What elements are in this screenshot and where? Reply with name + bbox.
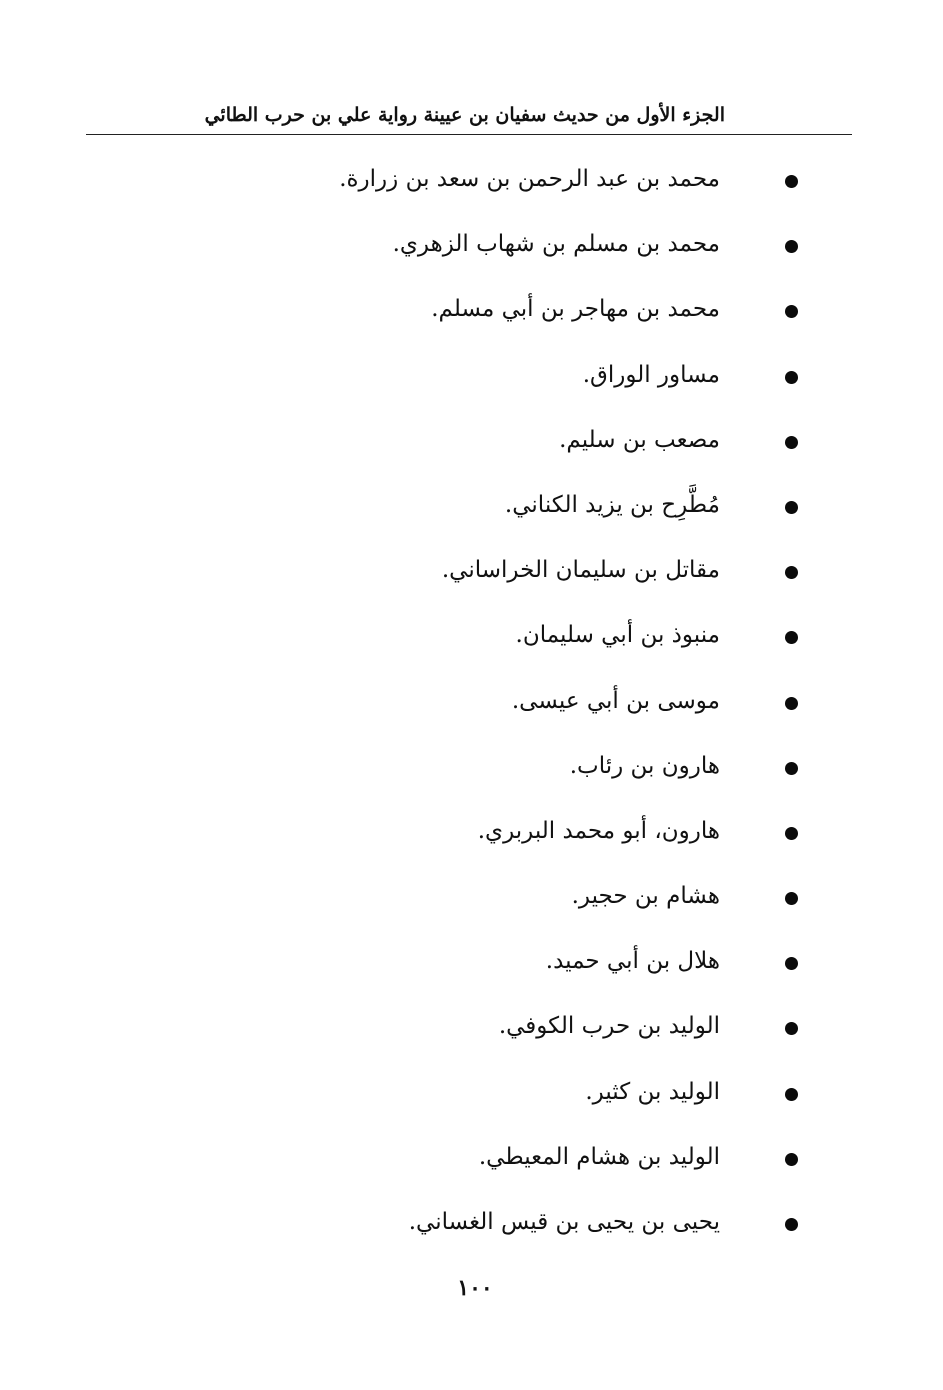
bullet-icon (785, 436, 798, 449)
bullet-icon (785, 566, 798, 579)
entry-text: محمد بن مسلم بن شهاب الزهري. (392, 231, 720, 258)
bullet-icon (785, 697, 798, 710)
list-item (0, 869, 943, 934)
entry-text: الوليد بن كثير. (585, 1078, 720, 1105)
bullet-icon (785, 1022, 798, 1035)
bullet-icon (785, 1153, 798, 1166)
list-item (0, 152, 943, 217)
entry-text: هلال بن أبي حميد. (545, 948, 720, 975)
entry-text: مصعب بن سليم. (559, 426, 720, 453)
list-item (0, 674, 943, 739)
entry-text: محمد بن مهاجر بن أبي مسلم. (431, 296, 720, 323)
entry-text: محمد بن عبد الرحمن بن سعد بن زرارة. (339, 166, 720, 192)
bullet-icon (785, 762, 798, 775)
list-item (0, 934, 943, 999)
entry-text: هارون، أبو محمد البربري. (477, 817, 720, 844)
entry-text: يحيى بن يحيى بن قيس الغساني. (408, 1209, 720, 1235)
running-header: الجزء الأول من حديث سفيان بن عيينة رواية علي بن حرب الطائي (204, 104, 725, 126)
bullet-icon (785, 371, 798, 384)
list-item (0, 999, 943, 1064)
entry-text: موسى بن أبي عيسى. (511, 687, 720, 714)
bullet-icon (785, 240, 798, 253)
bullet-icon (785, 305, 798, 318)
bullet-icon (785, 892, 798, 905)
bullet-icon (785, 1218, 798, 1231)
list-item (0, 478, 943, 543)
list-item (0, 1195, 943, 1260)
entry-text: الوليد بن هشام المعيطي. (478, 1143, 720, 1170)
entry-text: منبوذ بن أبي سليمان. (515, 622, 720, 649)
entry-text: مقاتل بن سليمان الخراساني. (441, 557, 720, 584)
header-rule (86, 134, 852, 135)
entry-text: مُطَّرِح بن يزيد الكناني. (504, 491, 720, 518)
list-item (0, 348, 943, 413)
entry-text: مساور الوراق. (582, 361, 720, 388)
list-item (0, 543, 943, 608)
bullet-icon (785, 175, 798, 188)
list-item (0, 1130, 943, 1195)
list-item (0, 282, 943, 347)
bullet-icon (785, 827, 798, 840)
entry-text: الوليد بن حرب الكوفي. (498, 1013, 720, 1040)
list-item (0, 608, 943, 673)
entry-text: هشام بن حجير. (571, 883, 720, 910)
list-item (0, 804, 943, 869)
list-item (0, 1065, 943, 1130)
page-number: ١٠٠ (457, 1275, 493, 1301)
entry-text: هارون بن رئاب. (569, 752, 720, 779)
bullet-icon (785, 957, 798, 970)
bullet-icon (785, 501, 798, 514)
bullet-icon (785, 1088, 798, 1101)
list-item (0, 413, 943, 478)
bullet-icon (785, 631, 798, 644)
list-item (0, 739, 943, 804)
list-item (0, 217, 943, 282)
narrator-list (0, 152, 943, 1260)
